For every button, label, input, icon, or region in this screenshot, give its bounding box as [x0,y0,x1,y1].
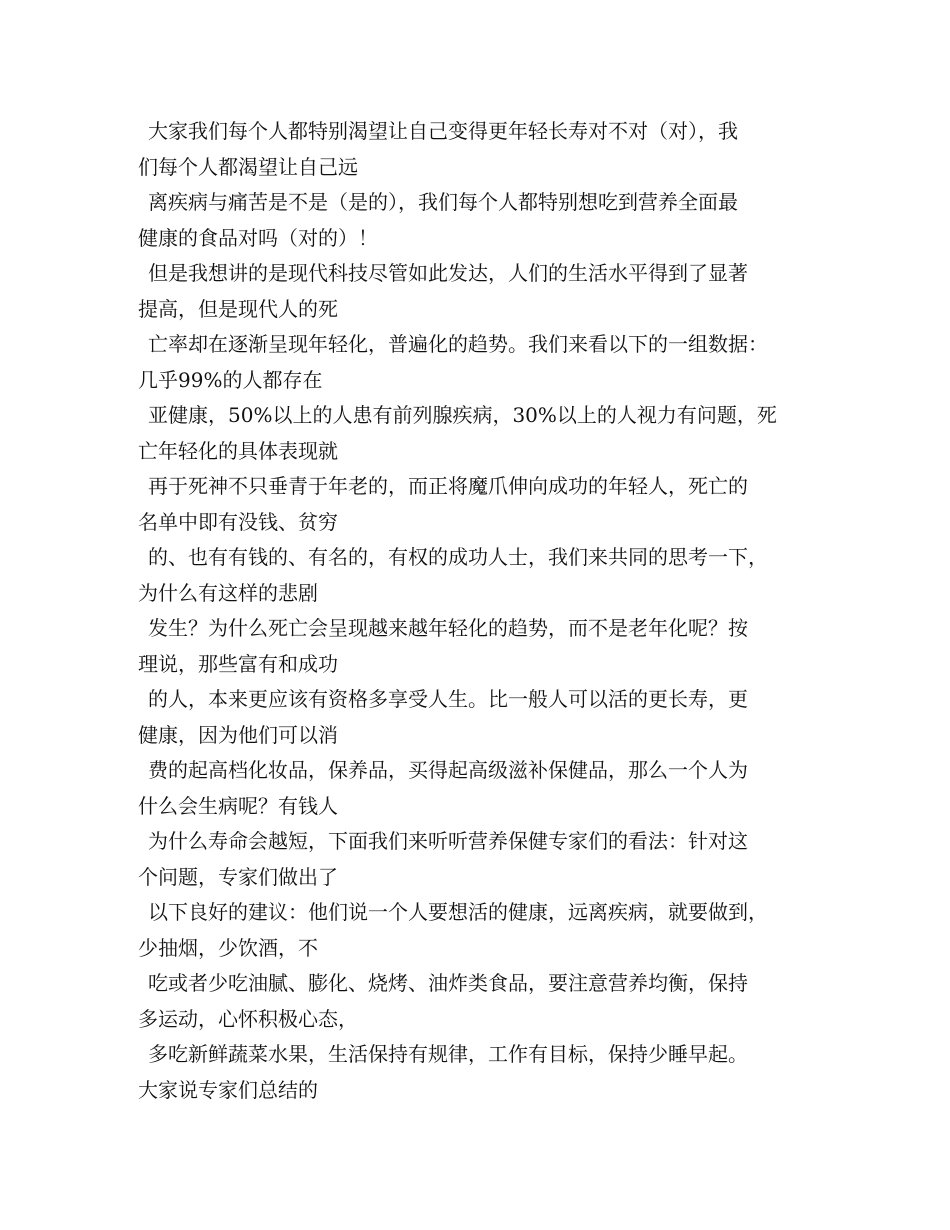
text-line: 发生？为什么死亡会呈现越来越年轻化的趋势，而不是老年化呢？按 [148,616,748,640]
document-body [138,114,828,1108]
text-line: 多运动，心怀积极心态， [138,1006,358,1031]
text-line: 以下良好的建议：他们说一个人要想活的健康，远离疾病，就要做到， [148,900,768,924]
text-line: 为什么有这样的悲剧 [138,580,318,605]
text-line: 的人，本来更应该有资格多享受人生。比一般人可以活的更长寿，更 [148,687,748,711]
text-line: 为什么寿命会越短，下面我们来听听营养保健专家们的看法：针对这 [148,829,748,853]
text-line: 提高，但是现代人的死 [138,296,338,321]
text-line: 亡年轻化的具体表现就 [138,438,338,463]
text-line: 多吃新鲜蔬菜水果，生活保持有规律，工作有目标，保持少睡早起。 [148,1042,748,1066]
text-line: 吃或者少吃油腻、膨化、烧烤、油炸类食品，要注意营养均衡，保持 [148,971,748,995]
text-line: 个问题，专家们做出了 [138,864,338,889]
text-line: 少抽烟，少饮酒，不 [138,935,318,960]
text-line: 再于死神不只垂青于年老的，而正将魔爪伸向成功的年轻人，死亡的 [148,474,748,498]
text-line: 几乎99%的人都存在 [138,367,323,392]
text-line: 亚健康，50%以上的人患有前列腺疾病，30%以上的人视力有问题，死 [148,403,777,427]
text-line: 大家说专家们总结的 [138,1077,318,1102]
text-line: 的、也有有钱的、有名的，有权的成功人士，我们来共同的思考一下， [148,545,768,569]
text-line: 名单中即有没钱、贫穷 [138,509,338,534]
text-line: 费的起高档化妆品，保养品，买得起高级滋补保健品，那么一个人为 [148,758,748,782]
text-line: 们每个人都渴望让自己远 [138,154,358,179]
text-line: 健康，因为他们可以消 [138,722,338,747]
text-line: 离疾病与痛苦是不是（是的），我们每个人都特别想吃到营养全面最 [148,190,738,214]
text-line: 但是我想讲的是现代科技尽管如此发达，人们的生活水平得到了显著 [148,261,748,285]
text-line: 理说，那些富有和成功 [138,651,338,676]
text-line: 亡率却在逐渐呈现年轻化，普遍化的趋势。我们来看以下的一组数据： [148,332,768,356]
text-line: 什么会生病呢？有钱人 [138,793,338,818]
text-line: 健康的食品对吗（对的）！ [138,225,378,250]
text-line: 大家我们每个人都特别渴望让自己变得更年轻长寿对不对（对），我 [148,119,738,143]
